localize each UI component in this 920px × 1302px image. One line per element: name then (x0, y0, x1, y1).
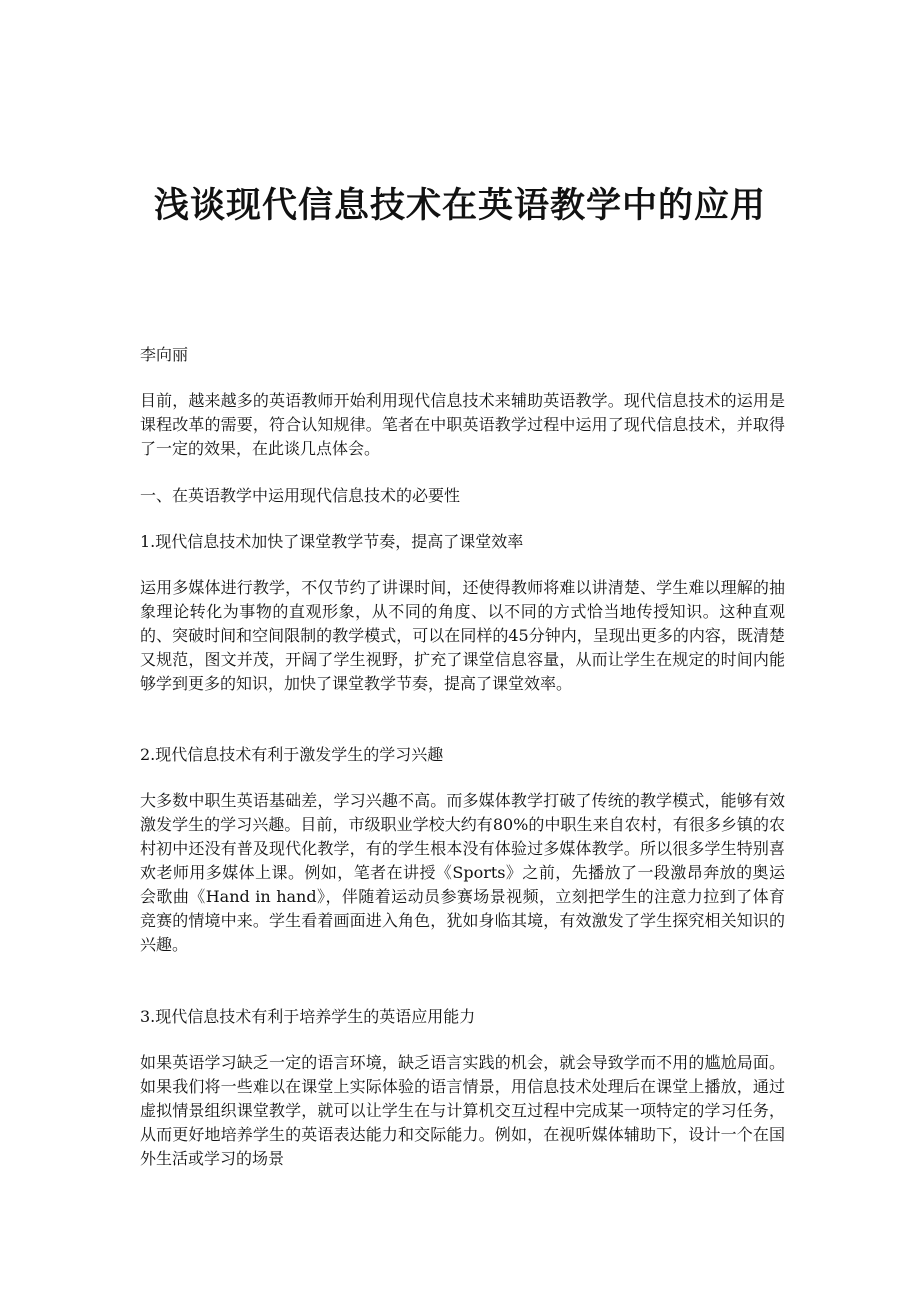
body-paragraph: 运用多媒体进行教学，不仅节约了讲课时间，还使得教师将难以讲清楚、学生难以理解的抽象理论转化为事物的直观形象，从不同的角度、以不同的方式恰当地传授知识。这种直观的、突破时间和空间限制的教学模式，可以在同样的45分钟内，呈现出更多的内容，既清楚又规范，图文并茂，开阔了学生视野，扩充了课堂信息容量，从而让学生在规定的时间内能够学到更多的知识，加快了课堂教学节奏，提高了课堂效率。 (140, 578, 785, 693)
author-name: 李向丽 (140, 345, 189, 364)
intro-paragraph: 目前，越来越多的英语教师开始利用现代信息技术来辅助英语教学。现代信息技术的运用是课程改革的需要，符合认知规律。笔者在中职英语教学过程中运用了现代信息技术，并取得了一定的效果，在此谈几点体会。 (140, 391, 785, 458)
body-paragraph: 大多数中职生英语基础差，学习兴趣不高。而多媒体教学打破了传统的教学模式，能够有效激发学生的学习兴趣。目前，市级职业学校大约有80%的中职生来自农村，有很多乡镇的农村初中还没有普及现代化教学，有的学生根本没有体验过多媒体教学。所以很多学生特别喜欢老师用多媒体上课。例如，笔者在讲授《Sports》之前，先播放了一段激昂奔放的奥运会歌曲《Hand in hand》，伴随着运动员参赛场景视频，立刻把学生的注意力拉到了体育竞赛的情境中来。学生看着画面进入角色，犹如身临其境，有效激发了学生探究相关知识的兴趣。 (140, 791, 785, 954)
point-heading: 2.现代信息技术有利于激发学生的学习兴趣 (140, 745, 444, 764)
body-paragraph: 如果英语学习缺乏一定的语言环境，缺乏语言实践的机会，就会导致学而不用的尴尬局面。如果我们将一些难以在课堂上实际体验的语言情景，用信息技术处理后在课堂上播放，通过虚拟情景组织课堂教学，就可以让学生在与计算机交互过程中完成某一项特定的学习任务，从而更好地培养学生的英语表达能力和交际能力。例如，在视听媒体辅助下，设计一个在国外生活或学习的场景 (140, 1053, 785, 1168)
point-heading: 3.现代信息技术有利于培养学生的英语应用能力 (140, 1007, 476, 1026)
point-heading: 1.现代信息技术加快了课堂教学节奏，提高了课堂效率 (140, 532, 524, 551)
section-heading: 一、在英语教学中运用现代信息技术的必要性 (140, 486, 461, 505)
document-title: 浅谈现代信息技术在英语教学中的应用 (153, 186, 766, 226)
